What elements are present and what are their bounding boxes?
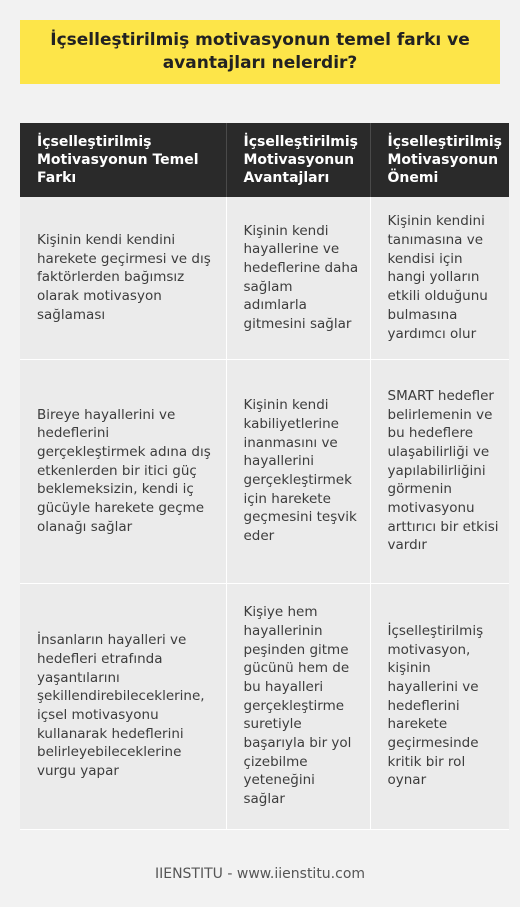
table-row [20,359,509,583]
table-cell: Kişinin kendi kabiliyetlerine inanmasını ve hayallerini gerçekleştirmek için harekete geçmesini teşvik eder [226,359,370,583]
title-banner [20,20,500,84]
table-cell: Kişinin kendi hayallerine ve hedeflerine daha sağlam adımlarla gitmesini sağlar [226,197,370,359]
table-cell: Kişinin kendini tanımasına ve kendisi için hangi yolların etkili olduğunu bulmasına yardımcı olur [370,197,509,359]
table-row [20,197,509,359]
table-cell: İnsanların hayalleri ve hedefleri etrafında yaşantılarını şekillendirebileceklerine, içsel motivasyonu kullanarak hedeflerini belirleyebileceklerine vurgu yapar [20,583,226,829]
footer-credit: IIENSTITU - www.iienstitu.com [154,866,366,882]
page-title: İçselleştirilmiş motivasyonun temel farkı ve avantajları nelerdir? [50,30,470,73]
table-cell: Kişiye hem hayallerinin peşinden gitme gücünü hem de bu hayalleri gerçekleştirme suretiyle başarıyla bir yol çizebilme yeteneğini sağlar [226,583,370,829]
column-header-advantages: İçselleştirilmiş Motivasyonun Avantajları [226,123,370,197]
table-cell: İçselleştirilmiş motivasyon, kişinin hayallerini ve hedeflerini harekete geçirmesinde kritik bir rol oynar [370,583,509,829]
table-cell: Bireye hayallerini ve hedeflerini gerçekleştirmek adına dış etkenlerden bir itici güç beklemeksizin, kendi iç gücüyle harekete geçme olanağı sağlar [20,359,226,583]
column-header-importance: İçselleştirilmiş Motivasyonun Önemi [370,123,509,197]
column-header-difference: İçselleştirilmiş Motivasyonun Temel Farkı [20,123,226,197]
table-cell: Kişinin kendi kendini harekete geçirmesi ve dış faktörlerden bağımsız olarak motivasyon sağlaması [20,197,226,359]
table-row [20,583,509,829]
table-header-row [20,123,509,197]
comparison-table [20,123,509,830]
table-cell: SMART hedefler belirlemenin ve bu hedeflere ulaşabilirliği ve yapılabilirliğini görmenin motivasyonu arttırıcı bir etkisi vardır [370,359,509,583]
